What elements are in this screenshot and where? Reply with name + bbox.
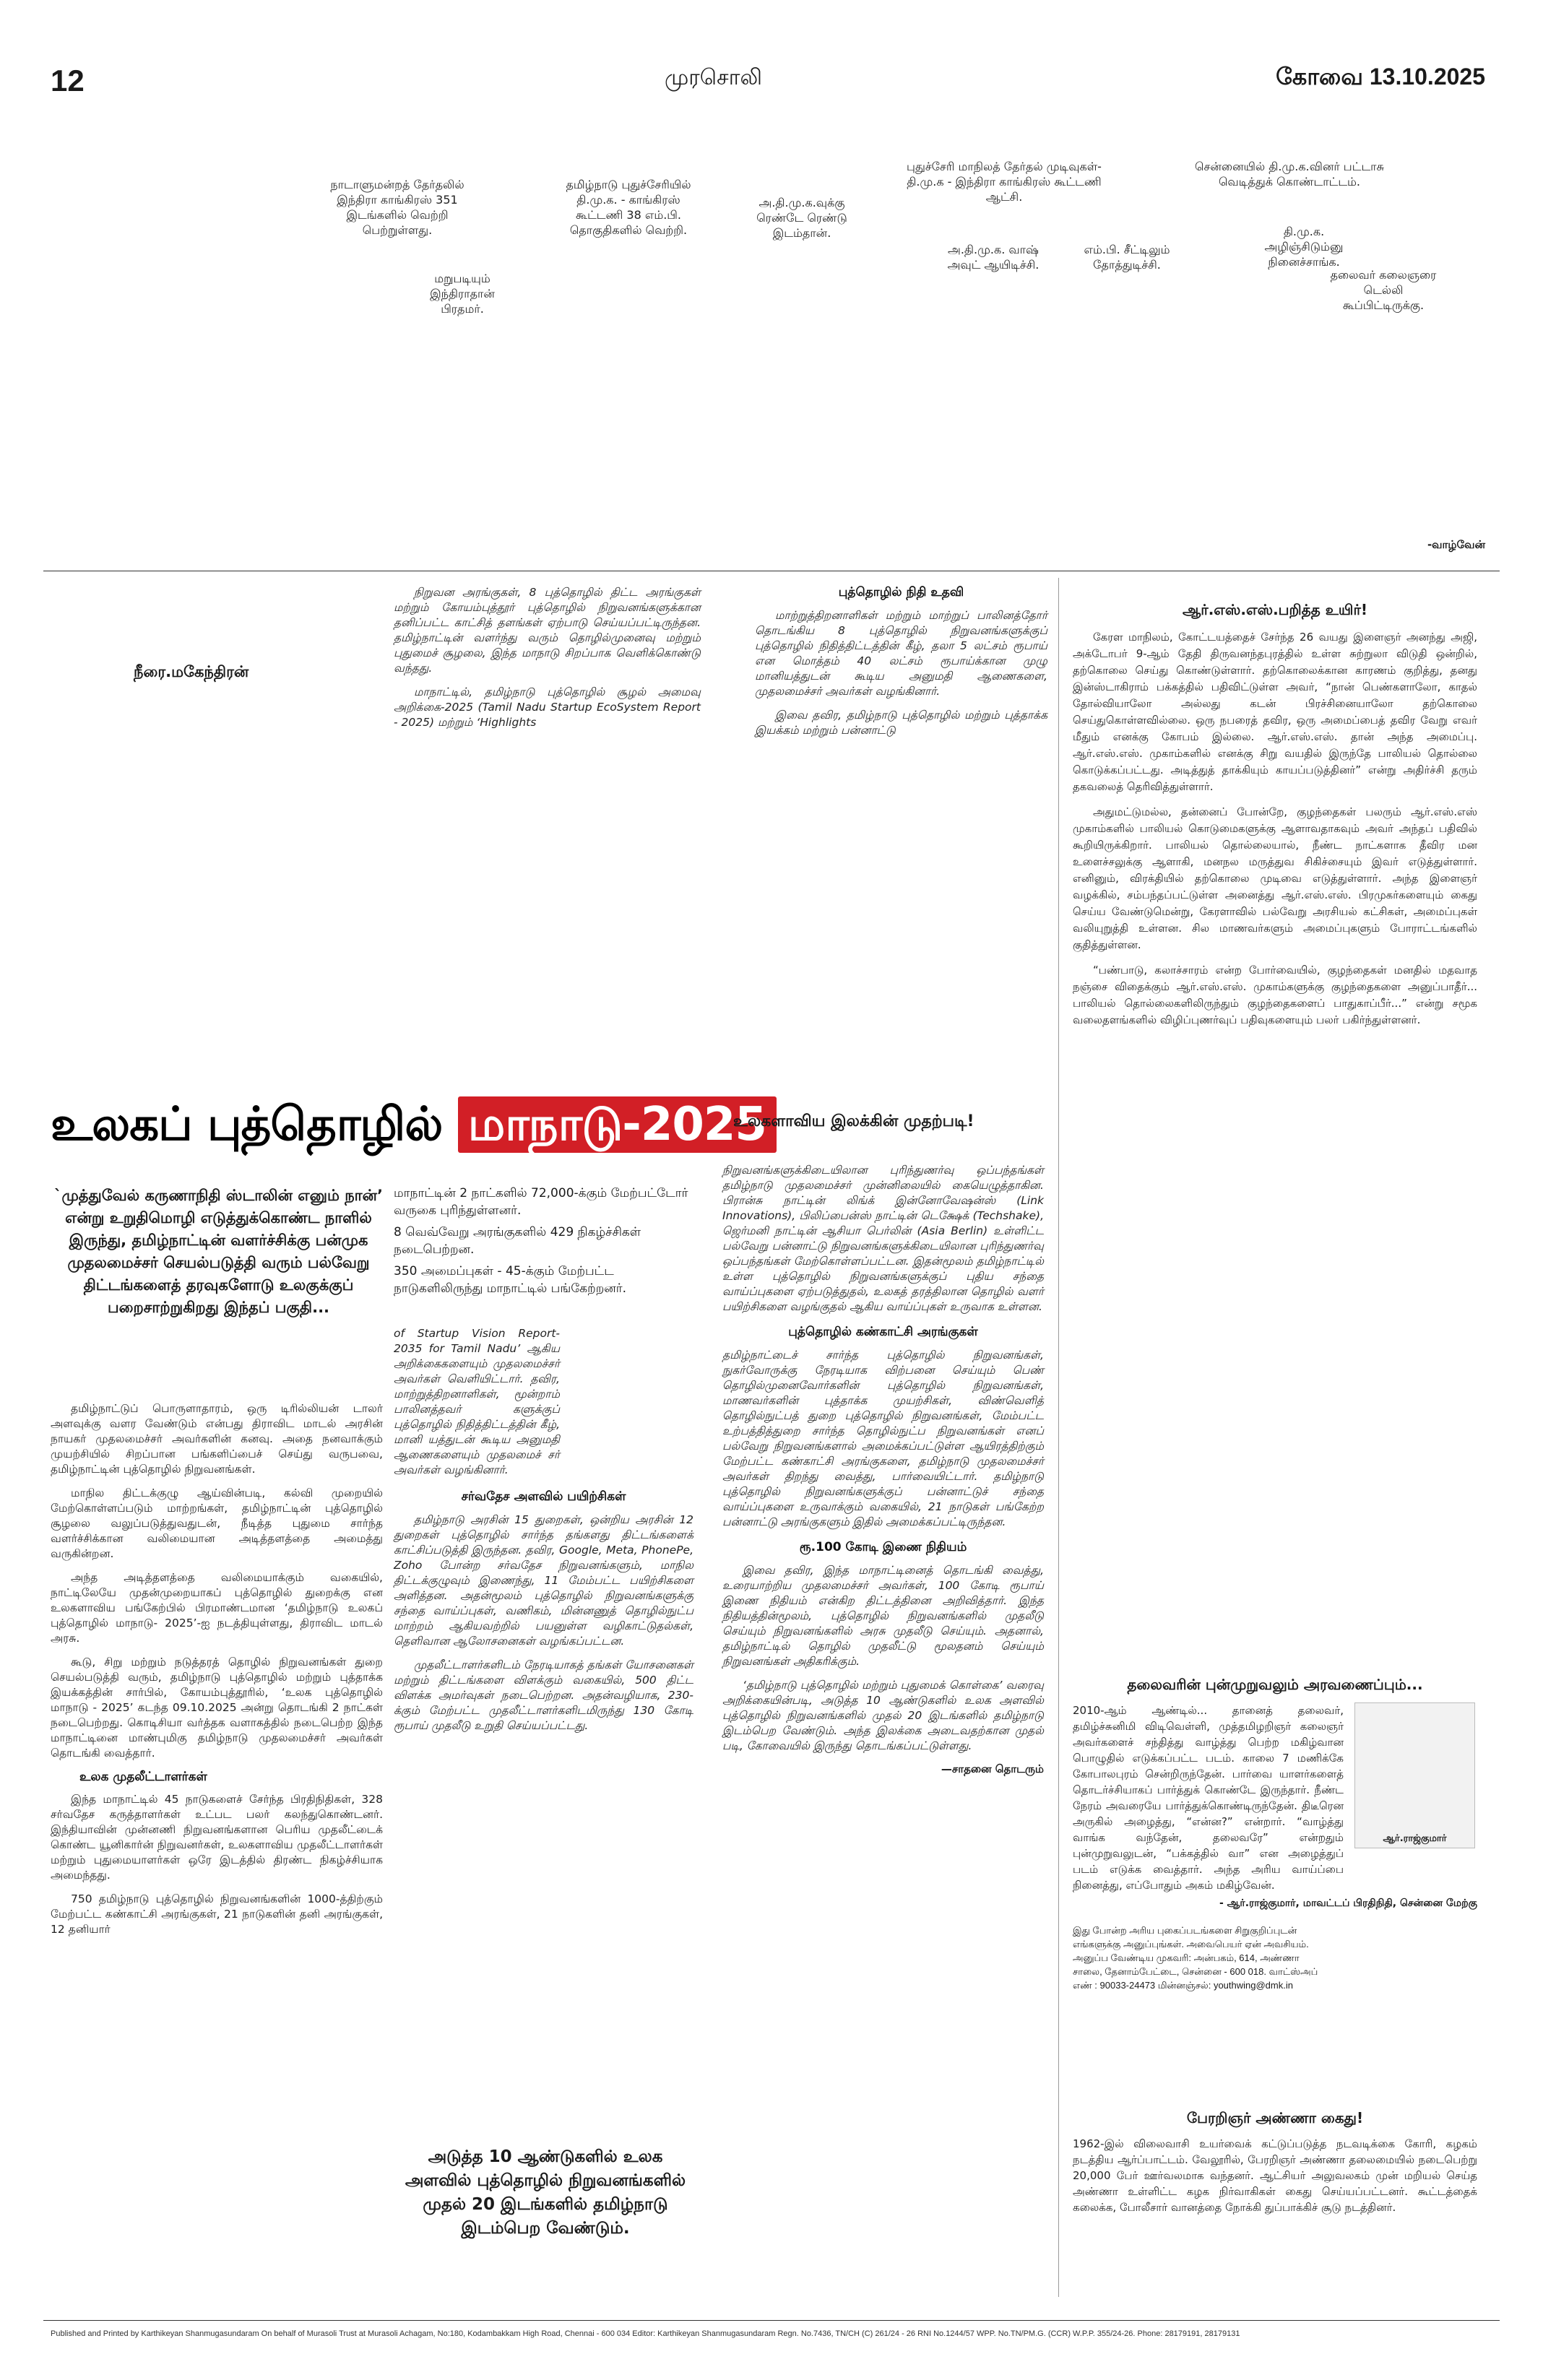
paragraph: மாற்றுத்திறனாளிகள் மற்றும் மாற்றுப் பாலினத்தோர் தொடங்கிய 8 புத்தொழில் நிறுவனங்களுக்குப் புத்தொழில் நிதித்திட்டத்தின் கீழ், தலா 5 லட்சம் ரூபாய் என மொத்தம் 40 லட்சம் ரூபாய்க்கான முழு மானியத்துடன் கூடிய அனுமதி ஆணைகளை, முதலமைச்சர் அவர்கள் வழங்கினார். xyxy=(755,609,1047,698)
paragraph: நிறுவனங்களுக்கிடையிலான புரிந்துணர்வு ஒப்பந்தங்கள் தமிழ்நாடு முதலமைச்சர் முன்னிலையில் கையெழுத்தாகின. பிரான்சு நாட்டின் லிங்க் இன்னோவேஷன்ஸ் (Link Innovations), பிலிப்பைன்ஸ் நாட்டின் டெக்ஷேக் (Techshake), ஜெர்மனி நாட்டின் ஆசியா பெர்லின் (Asia Berlin) உள்ளிட்ட பல்வேறு பன்னாட்டு நிறுவனங்களுக்கிடையிலான புரிந்துணர்வு ஒப்பந்தங்கள் மேற்கொள்ளப்பட்டன. இதன்மூலம் தமிழ்நாட்டில் உள்ள புத்தொழில் நிறுவனங்களுக்குப் புதிய சந்தை வாய்ப்புகளை ஏற்படுத்துதல், உலகத் தரத்திலான தொழில் வளர் பயிற்சிகளை வழங்குதல் ஆகிய வாய்ப்புகள் உருவாக உள்ளன. xyxy=(722,1164,1044,1313)
paragraph: ‘தமிழ்நாடு புத்தொழில் மற்றும் புதுமைக் கொள்கை’ வரைவு அறிக்கையின்படி, அடுத்த 10 ஆண்டுகளில் உலக அளவில் புத்தொழில் நிறுவனங்களில் முதல் 20 இடங்களில் தமிழ்நாடு இடம்பெற வேண்டும். அந்த இலக்கை அடைவதற்கான முதல் படி, கோவையில் இருந்து தொடங்கப்பட்டுள்ளது. xyxy=(722,1679,1044,1752)
highlight-fact: 350 அமைப்புகள் - 45-க்கும் மேற்பட்ட நாடுகளிலிருந்து மாநாட்டில் பங்கேற்றனர். xyxy=(394,1264,627,1296)
cartoon-caption-3: தமிழ்நாடு புதுச்சேரியில் தி.மு.க. - காங்கிரஸ் கூட்டணி 38 எம்.பி. தொகுதிகளில் வெற்றி. xyxy=(566,178,691,237)
continued-marker: —சாதனை தொடரும் xyxy=(941,1762,1044,1775)
cartoon-caption-10: தலைவர் கலைஞரை டெல்லி கூப்பிட்டிருக்கு. xyxy=(1330,268,1437,312)
cartoon-caption-4: அ.தி.மு.க.வுக்கு ரெண்டே ரெண்டு இடம்தான். xyxy=(756,196,847,240)
main-headline xyxy=(51,1098,777,1157)
cartoon-credit: -வாழ்வேன் xyxy=(1427,538,1485,551)
sidebar-headline: பேரறிஞர் அண்ணா கைது! xyxy=(1186,2109,1364,2126)
cartoon-caption-7: எம்.பி. சீட்டிலும் தோத்துடிச்சி. xyxy=(1084,243,1170,272)
article-column-1 xyxy=(51,1401,383,1946)
paragraph: நிறுவன அரங்குகள், 8 புத்தொழில் திட்ட அரங்குகள் மற்றும் கோயம்புத்தூர் புத்தொழில் நிறுவனங்களுக்கான தனிப்பட்ட காட்சித் தளங்கள் ஏற்பாடு செய்யப்பட்டிருந்தன. தமிழ்நாட்டின் வளர்ந்து வரும் தொழில்முனைவு மற்றும் புதுமைச் சூழலை, இந்த மாநாடு சிறப்பாக வெளிக்கொண்டு வந்தது. xyxy=(394,586,701,675)
sidebar-headline: ஆர்.எஸ்.எஸ்.பறித்த உயிர்! xyxy=(1182,601,1368,618)
paragraph: of Startup Vision Report- 2035 for Tamil Nadu’ ஆகிய அறிக்கைகளையும் முதலமைச்சர் அவர்கள் வெளியிட்டார். தவிர, மாற்றுத்திறனாளிகள், மூன்றாம் பாலினத்தவர் களுக்குப் புத்தொழில் நிதித்திட்டத்தின் கீழ், மானி யத்துடன் கூடிய அனுமதி ஆணைகளையும் முதலமைச் சர் அவர்கள் வழங்கினார். xyxy=(394,1327,560,1476)
paragraph: “பண்பாடு, கலாச்சாரம் என்ற போர்வையில், குழந்தைகள் மனதில் மதவாத நஞ்சை விதைக்கும் ஆர்.எஸ்.எஸ். முகாம்களுக்கு குழந்தைகளை அனுப்பாதீர்... பாலியல் தொல்லைகளிலிருந்தும் குழந்தைகளைப் பாதுகாப்பீர்...” என்று சமூக வலைதளங்களில் விழிப்புணர்வுப் பதிவுகளையும் பலர் பகிர்ந்துள்ளனர். xyxy=(1073,964,1477,1026)
sidebar-letter xyxy=(1073,1676,1477,1992)
subheading: புத்தொழில் நிதி உதவி xyxy=(838,585,964,600)
page-number: 12 xyxy=(51,64,85,98)
paragraph: தமிழ்நாட்டுப் பொருளாதாரம், ஒரு டிரில்லியன் டாலர் அளவுக்கு வளர வேண்டும் என்பது திராவிட மாடல் அரசின் நாயகர் முதலமைச்சர் அவர்களின் கனவு. அதை நனவாக்கும் முயற்சியில் சிறப்பான பங்களிப்பைச் செய்து வருபவை, தமிழ்நாட்டின் புத்தொழில் நிறுவனங்கள். xyxy=(51,1402,383,1476)
byline: நீரை.மகேந்திரன் xyxy=(134,663,249,680)
headline-black: உலகப் புத்தொழில் xyxy=(51,1098,443,1151)
cartoon-caption-5: புதுச்சேரி மாநிலத் தேர்தல் முடிவுகள்- தி.மு.க - இந்திரா காங்கிரஸ் கூட்டணி ஆட்சி. xyxy=(907,160,1102,204)
paragraph: தமிழ்நாடு அரசின் 15 துறைகள், ஒன்றிய அரசின் 12 துறைகள் புத்தொழில் சார்ந்த தங்களது திட்டங்களைக் காட்சிப்படுத்தி இருந்தன. தவிர, Google, Meta, PhonePe, Zoho போன்ற சர்வதேச நிறுவனங்களும், மாநில திட்டக்குழுவும் இணைந்து, 11 மேம்பட்ட பயிற்சிகளை அளித்தன. அதன்மூலம் புத்தொழில் நிறுவனங்களுக்கு சந்தை வாய்ப்புகள், வணிகம், மின்னணுத் தொழில்நுட்ப மாற்றம் ஆகியவற்றில் பயனுள்ள வழிகாட்டுதல்கள், தெளிவான ஆலோசனைகள் வழங்கப்பட்டன. xyxy=(394,1513,693,1648)
subheading: சர்வதேச அளவில் பயிற்சிகள் xyxy=(461,1489,626,1504)
imprint-footer: Published and Printed by Karthikeyan Shanmugasundaram On behalf of Murasoli Trust at Murasoli Achagam, No:180, Kodambakkam High Road, Chennai - 600 034 Editor: Karthikeyan Shanmugasundaram Regn. No.7436, TN/CH (C) 261/24 - 26 RNI No.1244/57 WPP. No.TN/PM.G. (CCR) W.P.P. 355/24-26. Phone: 28179191, 28179131 xyxy=(51,2329,1240,2338)
sidebar-anna xyxy=(1073,2109,1477,2215)
photo-caption: ஆர்.ராஜ்குமார் xyxy=(1383,1833,1447,1844)
dateline: கோவை 13.10.2025 xyxy=(1276,64,1485,90)
subheading: உலக முதலீட்டாளர்கள் xyxy=(79,1770,207,1784)
article-column-b-top xyxy=(755,585,1047,747)
subheading: ரூ.100 கோடி இணை நிதியம் xyxy=(799,1540,967,1554)
paragraph: அந்த அடித்தளத்தை வலிமையாக்கும் வகையில், நாட்டிலேயே முதன்முறையாகப் புத்தொழில் துறைக்கு என உலகளாவிய பங்கேற்பில் பிரமாண்டமான ‘தமிழ்நாடு உலகப் புத்தொழில் மாநாடு- 2025’-ஐ நடத்தியுள்ளது, திராவிட மாடல் அரசு. xyxy=(51,1571,383,1645)
pull-quote: அடுத்த 10 ஆண்டுகளில் உலக அளவில் புத்தொழில் நிறுவனங்களில் முதல் 20 இடங்களில் தமிழ்நாடு இடம்பெற வேண்டும். xyxy=(405,2147,686,2238)
cartoon-caption-8: சென்னையில் தி.மு.க.வினர் பட்டாசு வெடித்துக் கொண்டாட்டம். xyxy=(1195,160,1384,189)
cartoon-caption-6: அ.தி.மு.க. வாஷ் அவுட் ஆயிடிச்சி. xyxy=(947,243,1040,272)
sidebar-rss xyxy=(1073,601,1477,1037)
highlight-fact: 8 வெவ்வேறு அரங்குகளில் 429 நிகழ்ச்சிகள் நடைபெற்றன. xyxy=(394,1225,641,1257)
paragraph: 750 தமிழ்நாடு புத்தொழில் நிறுவனங்களின் 1000-த்திற்கும் மேற்பட்ட கண்காட்சி அரங்குகள், 21 நாடுகளின் தனி அரங்குகள், 12 தனியார் xyxy=(51,1892,383,1936)
paragraph: அதுமட்டுமல்ல, தன்னைப் போன்றே, குழந்தைகள் பலரும் ஆர்.எஸ்.எஸ் முகாம்களில் பாலியல் கொடுமைகளுக்கு ஆளாவதாகவும் அவர் அந்தப் பதிவில் கூறியிருக்கிறார். பாலியல் தொல்லையால், நீண்ட நாட்களாக தீவிர மன உளைச்சலுக்கு ஆளாகி, மனநல மருத்துவ சிகிச்சையும் இவர் எடுத்துள்ளார். எனினும், விரக்தியில் தற்கொலை முடிவை எடுத்துள்ளார். அந்த இளைஞர் வழக்கில், சம்பந்தப்பட்டுள்ள அனைத்து ஆர்.எஸ்.எஸ். பிரமுகர்களையும் கைது செய்ய வேண்டுமென்று, கேரளாவில் பல்வேறு அரசியல் கட்சிகள், அமைப்புகள் வலியுறுத்தி உள்ளன. சில மாணவர்களும் அமைப்புகளும் போராட்டங்களில் குதித்துள்ளன. xyxy=(1073,805,1477,951)
paragraph: முதலீட்டாளர்களிடம் நேரடியாகத் தங்கள் யோசனைகள் மற்றும் திட்டங்களை விளக்கும் வகையில், 500 திட்ட விளக்க அமர்வுகள் நடைபெற்றன. அதன்வழியாக, 230-க்கும் மேற்பட்ட முதலீட்டாளர்களிடமிருந்து 130 கோடி ரூபாய் முதலீடு உறுதி செய்யப்பட்டது. xyxy=(394,1658,693,1732)
strap-headline: உலகளாவிய இலக்கின் முதற்படி! xyxy=(733,1112,974,1130)
cartoon-caption-9: தி.மு.க. அழிஞ்சிடும்னு நினைச்சாங்க. xyxy=(1264,225,1344,269)
letter-signature: - ஆர்.ராஜ்குமார், மாவட்டப் பிரதிநிதி, சென்னை மேற்கு xyxy=(1219,1897,1477,1909)
article-column-2 xyxy=(394,1185,693,1742)
intro-blurb: `முத்துவேல் கருணாநிதி ஸ்டாலின் எனும் நான்’ என்று உறுதிமொழி எடுத்துக்கொண்ட நாளில் இருந்து, தமிழ்நாட்டின் வளர்ச்சிக்கு பன்முக முதலமைச்சர் செயல்படுத்தி வரும் பல்வேறு திட்டங்களைத் தரவுகளோடு உலகுக்குப் பறைசாற்றுகிறது இந்தப் பகுதி... xyxy=(53,1187,383,1316)
paragraph: 2010-ஆம் ஆண்டில்... தானைத் தலைவர், தமிழ்ச்சுனிமி விடிவெள்ளி, முத்தமிழறிஞர் கலைஞர் அவர்களைச் சந்தித்து வாழ்த்து பெற்ற மகிழ்வான பொழுதில் எடுக்கப்பட்ட படம். காலை 7 மணிக்கே கோபாலபுரம் சென்றிருந்தேன். பார்வை யாளர்களைத் தொடர்ச்சியாகப் பார்த்துக் கொண்டே இருந்தார். நீண்ட நேரம் அவரையே பார்த்துக்கொண்டிருந்தேன். திடீரென அருகில் அழைத்து, “என்ன?” என்றார். “வாழ்த்து வாங்க வந்தேன், தலைவரே” என்றதும் புன்முறுவலுடன், “பக்கத்தில் வா” என அழைத்துப் படம் எடுக்க வைத்தார். அந்த அரிய வாய்ப்பை நினைத்து, எப்போதும் அகம் மகிழ்வேன். xyxy=(1073,1704,1344,1892)
cartoon-caption-1: நாடாளுமன்றத் தேர்தலில் இந்திரா காங்கிரஸ் 351 இடங்களில் வெற்றி பெற்றுள்ளது. xyxy=(330,178,464,237)
photo-placeholder xyxy=(1354,1702,1475,1848)
headline-red: மாநாடு-2025 xyxy=(458,1096,777,1153)
paragraph: கேரள மாநிலம், கோட்டயத்தைச் சேர்ந்த 26 வயது இளைஞர் அனந்து அஜி, அக்டோபர் 9-ஆம் தேதி திருவனந்தபுரத்தில் உள்ள சுற்றுலா விடுதி ஒன்றில், தற்கொலை செய்து கொண்டுள்ளார். தற்கொலைக்கான காரணம் குறித்து, தனது இன்ஸ்டாகிராம் பக்கத்தில் பதிவிட்டுள்ள அவர், “நான் பெண்களாலோ, காதல் தோல்வியாலோ அல்லது கடன் பிரச்சினையாலோ தற்கொலை செய்துகொள்ளவில்லை. ஒரு நபரைத் தவிர, ஒரு அமைப்பைத் தவிர வேறு எவர் மீதும் எனக்கு கோபம் இல்லை. ஆர்.எஸ்.எஸ். தான் அந்த அமைப்பு. ஆர்.எஸ்.எஸ். முகாம்களில் எனக்கு சிறு வயதில் இருந்தே பாலியல் தொல்லை கொடுக்கப்பட்டது. அடித்துத் தாக்கியும் காயப்படுத்தினர்” என்று அதிர்ச்சி தரும் தகவலைத் தெரிவித்துள்ளார். xyxy=(1073,631,1477,793)
article-column-3 xyxy=(722,1163,1044,1777)
paragraph: இவை தவிர, தமிழ்நாடு புத்தொழில் மற்றும் புத்தாக்க இயக்கம் மற்றும் பன்னாட்டு xyxy=(755,709,1047,737)
highlight-fact: மாநாட்டின் 2 நாட்களில் 72,000-க்கும் மேற்பட்டோர் வருகை புரிந்துள்ளனர். xyxy=(394,1186,688,1218)
paragraph: தமிழ்நாட்டைச் சார்ந்த புத்தொழில் நிறுவனங்கள், நுகர்வோருக்கு நேரடியாக விற்பனை செய்யும் பெண் தொழில்முனைவோர்களின் புத்தொழில் நிறுவனங்கள், மாணவர்களின் புத்தாக்க முயற்சிகள், விண்வெளித் தொழில்நுட்பத் துறை புத்தொழில் நிறுவனங்கள், மேம்பட்ட உற்பத்தித்துறை சார்ந்த தொழில்நுட்ப நிறுவனங்கள் எனப் பல்வேறு நிறுவனங்களால் அமைக்கப்பட்டுள்ள ஆயிரத்திற்கும் மேற்பட்ட கண்காட்சி அரங்குகளை, தமிழ்நாடு முதலமைச்சர் அவர்கள் திறந்து வைத்து, பார்வையிட்டார். தமிழ்நாடு புத்தொழில் நிறுவனங்களுக்குப் பன்னாட்டுச் சந்தை வாய்ப்புகளை உருவாக்கும் வகையில், 21 நாடுகள் பங்கேற்ற பன்னாட்டு அரங்குகளும் இதில் அமைக்கப்பட்டிருந்தன. xyxy=(722,1349,1044,1528)
sidebar-headline: தலைவரின் புன்முறுவலும் அரவணைப்பும்... xyxy=(1127,1676,1423,1693)
subheading: புத்தொழில் கண்காட்சி அரங்குகள் xyxy=(788,1325,978,1339)
paragraph: மாநில திட்டக்குழு ஆய்வின்படி, கல்வி முறையில் மேற்கொள்ளப்படும் மாற்றங்கள், தமிழ்நாட்டின் புத்தொழில் சூழலை வலுப்படுத்துவதுடன், நீடித்த புதுமை சார்ந்த வளர்ச்சிக்கான வலிமையான அடித்தளத்தை அமைத்து வருகின்றன. xyxy=(51,1487,383,1560)
paragraph: 1962-இல் விலைவாசி உயர்வைக் கட்டுப்படுத்த நடவடிக்கை கோரி, கழகம் நடத்திய ஆர்ப்பாட்டம். வேலூரில், பேரறிஞர் அண்ணா தலைமையில் நடைபெற்று 20,000 பேர் ஊர்வலமாக வந்தனர். ஆட்சியர் அலுவலகம் முன் மறியல் செய்த அண்ணா உள்ளிட்ட கழக நிர்வாகிகள் கைது செய்யப்பட்டனர். கூட்டத்தைக் கலைக்க, போலீசார் வானத்தை நோக்கி துப்பாக்கிச் சூடு நடத்தினர். xyxy=(1073,2137,1477,2214)
paragraph: மாநாட்டில், தமிழ்நாடு புத்தொழில் சூழல் அமைவு அறிக்கை-2025 (Tamil Nadu Startup EcoSystem Report - 2025) மற்றும் ‘Highlights xyxy=(394,685,701,729)
masthead: முரசொலி xyxy=(665,65,762,90)
footer-rule xyxy=(43,2320,1500,2321)
paragraph: இவை தவிர, இந்த மாநாட்டினைத் தொடங்கி வைத்து, உரையாற்றிய முதலமைச்சர் அவர்கள், 100 கோடி ரூபாய் இணை நிதியம் என்கிற திட்டத்தினை அறிவித்தார். இந்த நிதியத்தின்மூலம், புத்தொழில் நிறுவனங்களில் முதலீடு செய்யும் நிறுவனங்களில் அரசு முதலீடு செய்யும். அதனால், தமிழ்நாட்டில் தொழில் முதலீட்டு மூலதனம் செய்யும் நிறுவனங்கள் அதிகரிக்கும். xyxy=(722,1564,1044,1668)
column-rule xyxy=(1058,578,1059,2297)
cartoon-caption-2: மறுபடியும் இந்திராதான் பிரதமர். xyxy=(430,272,495,316)
article-column-a-top xyxy=(394,585,701,739)
paragraph: இந்த மாநாட்டில் 45 நாடுகளைச் சேர்ந்த பிரதிநிதிகள், 328 சர்வதேச கருத்தாளர்கள் உட்பட பலர் கலந்துகொண்டனர். இந்தியாவின் முன்னணி நிறுவனங்களான பெரிய முதலீட்டைக் கொண்ட யூனிகார்ன் நிறுவனர்கள், உலகளாவிய முதலீட்டாளர்கள் மற்றும் புதுமையாளர்கள் ஒரே இடத்தில் திரண்ட நிகழ்ச்சியாக அமைந்தது. xyxy=(51,1793,383,1882)
invite-notice: இது போன்ற அரிய புகைப்படங்களை சிறுகுறிப்புடன் எங்களுக்கு அனுப்புங்கள். அவைபெயர் ஏன் அவசியம். அனுப்ப வேண்டிய முகவரி: அன்பகம், 614, அண்ணா சாலை, தேனாம்பேட்டை, சென்னை - 600 018. வாட்ஸ்அப் எண் : 90033-24473 மின்னஞ்சல்: youthwing@dmk.in xyxy=(1073,1925,1318,1991)
paragraph: கூடு, சிறு மற்றும் நடுத்தரத் தொழில் நிறுவனங்கள் துறை செயல்படுத்தி வரும், தமிழ்நாடு புத்தொழில் மற்றும் புத்தாக்க இயக்கத்தின் சார்பில், கோயம்புத்தூரில், ‘உலக புத்தொழில் மாநாடு - 2025’ கடந்த 09.10.2025 அன்று தொடங்கி 2 நாட்கள் நடைபெற்றது. கொடிசியா வர்த்தக வளாகத்தில் நடைபெற்ற இந்த மாநாட்டினை மாண்புமிகு தமிழ்நாடு முதலமைச்சர் அவர்கள் தொடங்கி வைத்தார். xyxy=(51,1656,383,1760)
